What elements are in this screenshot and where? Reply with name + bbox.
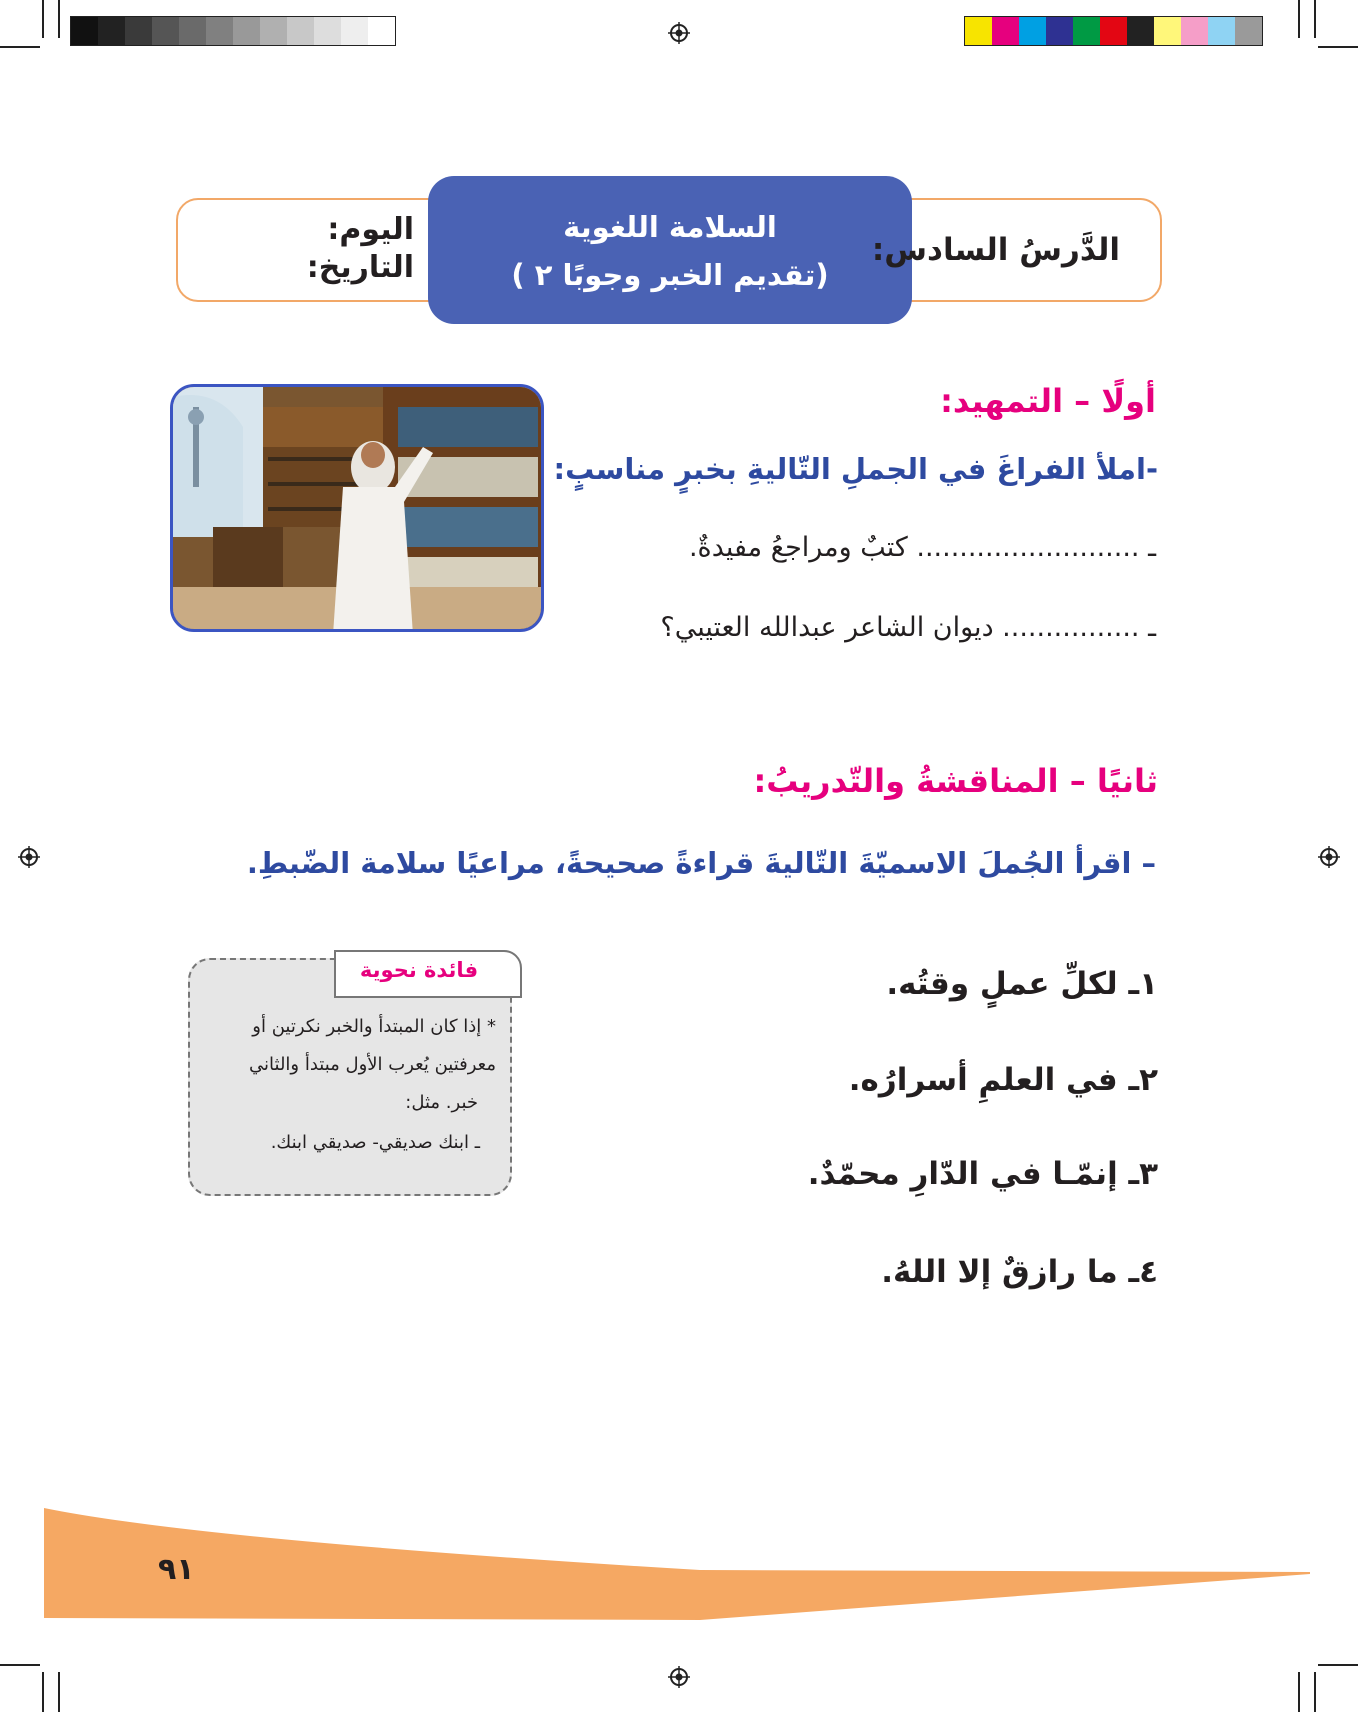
color-swatch [1100, 17, 1127, 45]
grammar-note-line: معرفتين يُعرب الأول مبتدأ والثاني [249, 1054, 496, 1075]
crop-mark [0, 46, 40, 48]
fill-line-1: ـ .......................... كتبٌ ومراجعُ مفيدةٌ. [688, 532, 1156, 563]
library-photo [170, 384, 544, 632]
grayscale-swatch [260, 17, 287, 45]
fill-line-2: ـ ................ ديوان الشاعر عبدالله العتيبي؟ [660, 612, 1156, 643]
color-swatch [965, 17, 992, 45]
grayscale-swatch [152, 17, 179, 45]
color-swatch [1046, 17, 1073, 45]
sentence-item: ٤ـ ما رازقٌ إلا اللهُ. [881, 1254, 1158, 1290]
crop-mark [1318, 1664, 1358, 1666]
grammar-note-title: فائدة نحوية [359, 958, 479, 982]
color-swatch [1208, 17, 1235, 45]
crop-mark [1318, 46, 1358, 48]
section1-instruction: -املأ الفراغَ في الجملِ التّاليةِ بخبرٍ مناسبٍ: [553, 452, 1158, 486]
grammar-note-line: خبر. مثل: [405, 1092, 478, 1113]
grayscale-bar [70, 16, 396, 46]
section2-heading: ثانيًا – المناقشةُ والتّدريبُ: [753, 762, 1158, 800]
registration-mark-icon [18, 846, 40, 868]
color-swatch [1154, 17, 1181, 45]
sentence-item: ١ـ لكلِّ عملٍ وقتُه. [886, 966, 1158, 1002]
color-swatch [992, 17, 1019, 45]
grammar-note-line: ـ ابنك صديقي- صديقي ابنك. [270, 1132, 480, 1153]
color-swatch [1073, 17, 1100, 45]
sentence-item: ٣ـ إنمّـا في الدّارِ محمّدٌ. [807, 1156, 1158, 1192]
grayscale-swatch [179, 17, 206, 45]
footer-band [0, 1500, 1358, 1630]
lesson-title: السلامة اللغوية [563, 210, 777, 244]
color-swatch [1019, 17, 1046, 45]
crop-mark [58, 0, 60, 38]
sentence-item: ٢ـ في العلمِ أسرارُه. [848, 1062, 1158, 1098]
grayscale-swatch [233, 17, 260, 45]
lesson-title-box [428, 176, 912, 324]
lesson-subtitle: (تقديم الخبر وجوبًا ٢ ) [511, 258, 829, 292]
grayscale-swatch [287, 17, 314, 45]
crop-mark [0, 1664, 40, 1666]
crop-mark [1298, 0, 1300, 38]
grammar-note-line: * إذا كان المبتدأ والخبر نكرتين أو [252, 1016, 496, 1037]
color-swatch [1127, 17, 1154, 45]
crop-mark [58, 1672, 60, 1712]
date-label: التاريخ: [306, 250, 414, 285]
crop-mark [1314, 1672, 1316, 1712]
color-bar [964, 16, 1263, 46]
section2-instruction: – اقرأ الجُملَ الاسميّةَ التّاليةَ قراءةً صحيحةً، مراعيًا سلامة الضّبطِ. [246, 846, 1156, 880]
registration-mark-icon [668, 22, 690, 44]
grayscale-swatch [98, 17, 125, 45]
registration-mark-icon [668, 1666, 690, 1688]
crop-mark [1298, 1672, 1300, 1712]
lesson-number: الدَّرسُ السادس: [871, 232, 1120, 268]
color-swatch [1235, 17, 1262, 45]
grayscale-swatch [314, 17, 341, 45]
grayscale-swatch [206, 17, 233, 45]
crop-mark [1314, 0, 1316, 38]
section1-heading: أولًا – التمهيد: [940, 382, 1156, 420]
crop-mark [42, 1672, 44, 1712]
grayscale-swatch [368, 17, 395, 45]
grayscale-swatch [125, 17, 152, 45]
registration-mark-icon [1318, 846, 1340, 868]
color-swatch [1181, 17, 1208, 45]
grayscale-swatch [341, 17, 368, 45]
page-number: ٩١ [158, 1552, 195, 1587]
day-label: اليوم: [327, 212, 414, 247]
crop-mark [42, 0, 44, 38]
grayscale-swatch [71, 17, 98, 45]
